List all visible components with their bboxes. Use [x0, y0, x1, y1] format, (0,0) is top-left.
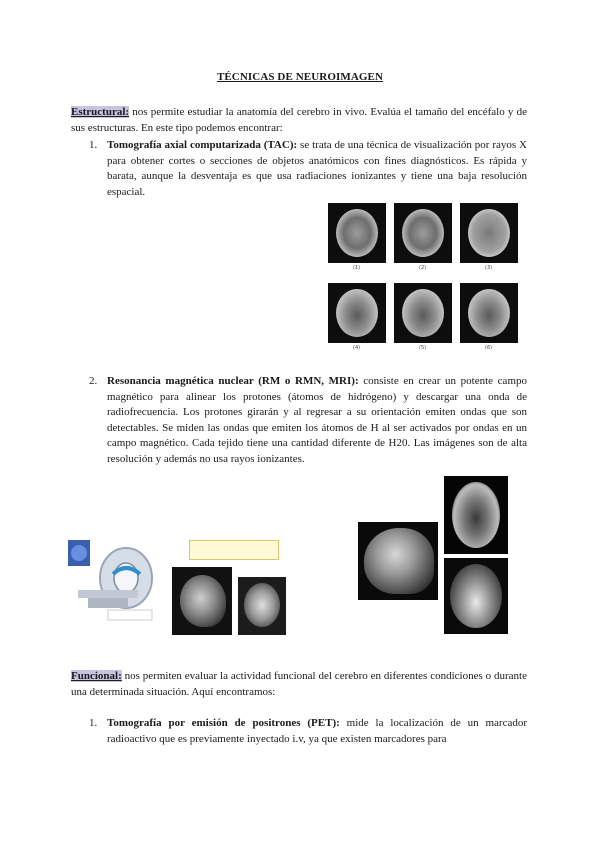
- ct-scan-6: [460, 283, 518, 343]
- mri-sagittal-image: [172, 567, 232, 635]
- estructural-heading: Estructural:: [71, 106, 130, 118]
- pet-paragraph: [107, 716, 527, 747]
- ct-scan-label: (1): [353, 265, 361, 271]
- rm-heading: Resonancia magnética nuclear (RM o RMN, MRI):: [107, 375, 359, 387]
- mri-head-sagittal: [358, 522, 438, 600]
- ct-scan-3: [460, 203, 518, 263]
- mri-scanner-illustration: [68, 526, 168, 622]
- ct-scan-label: (3): [485, 265, 493, 271]
- tac-heading: Tomografía axial computarizada (TAC):: [107, 139, 298, 151]
- pet-number: 1.: [89, 717, 98, 729]
- mri-axial-top: [444, 476, 508, 554]
- tac-paragraph: [107, 138, 527, 200]
- pet-text: mide la localización de un marcador radioactivo que es previamente inyectado i.v, ya que existen marcadores para: [107, 717, 527, 745]
- ct-scan-label: (6): [485, 345, 493, 351]
- rm-paragraph: [107, 374, 527, 467]
- page-title: TÉCNICAS DE NEUROIMAGEN: [216, 71, 384, 83]
- rm-number: 2.: [89, 375, 98, 387]
- ct-scan-label: (4): [353, 345, 361, 351]
- ct-scan-5: [394, 283, 452, 343]
- ct-scan-figure: [328, 203, 518, 355]
- tac-text: se trata de una técnica de visualización por rayos X para obtener cortes o secciones de objetos anatómicos con fines diagnósticos. Es rápida y barata, aunque la desventaja es que usa radiaciones ionizantes y tiene una baja resolución espacial.: [107, 139, 527, 198]
- estructural-paragraph: [71, 105, 527, 136]
- tac-number: 1.: [89, 139, 98, 151]
- mri-axial-bottom: [444, 558, 508, 634]
- ct-scan-label: (5): [419, 345, 427, 351]
- mri-coronal-image: [238, 577, 286, 635]
- rm-text: consiste en crear un potente campo magnético para alinear los protones (átomos de hidrógeno) y descargar una onda de radiofrecuencia. Los protones girarán y al regresar a su orientación emiten ondas que son detectables. Se miden las ondas que emiten los átomos de H al ser activados por ondas en un campo magnético. Cada tejido tiene una cantidad diferente de H20. Las imágenes son de alta resolución y además no usa rayos ionizantes.: [107, 375, 527, 465]
- ct-scan-1: [328, 203, 386, 263]
- ct-scan-4: [328, 283, 386, 343]
- ct-scan-label: (2): [419, 265, 427, 271]
- mri-figure-collage: [68, 474, 528, 639]
- ct-scan-2: [394, 203, 452, 263]
- funcional-heading: Funcional:: [71, 670, 122, 682]
- mri-caption-box: [189, 540, 279, 560]
- estructural-text: nos permite estudiar la anatomía del cerebro in vivo. Evalúa el tamaño del encéfalo y de sus estructuras. En este tipo podemos encontrar:: [71, 106, 527, 134]
- funcional-paragraph: [71, 669, 527, 700]
- funcional-text: nos permiten evaluar la actividad funcional del cerebro en diferentes condiciones o durante una determinada situación. Aquí encontramos:: [71, 670, 527, 698]
- pet-heading: Tomografía por emisión de positrones (PET):: [107, 717, 340, 729]
